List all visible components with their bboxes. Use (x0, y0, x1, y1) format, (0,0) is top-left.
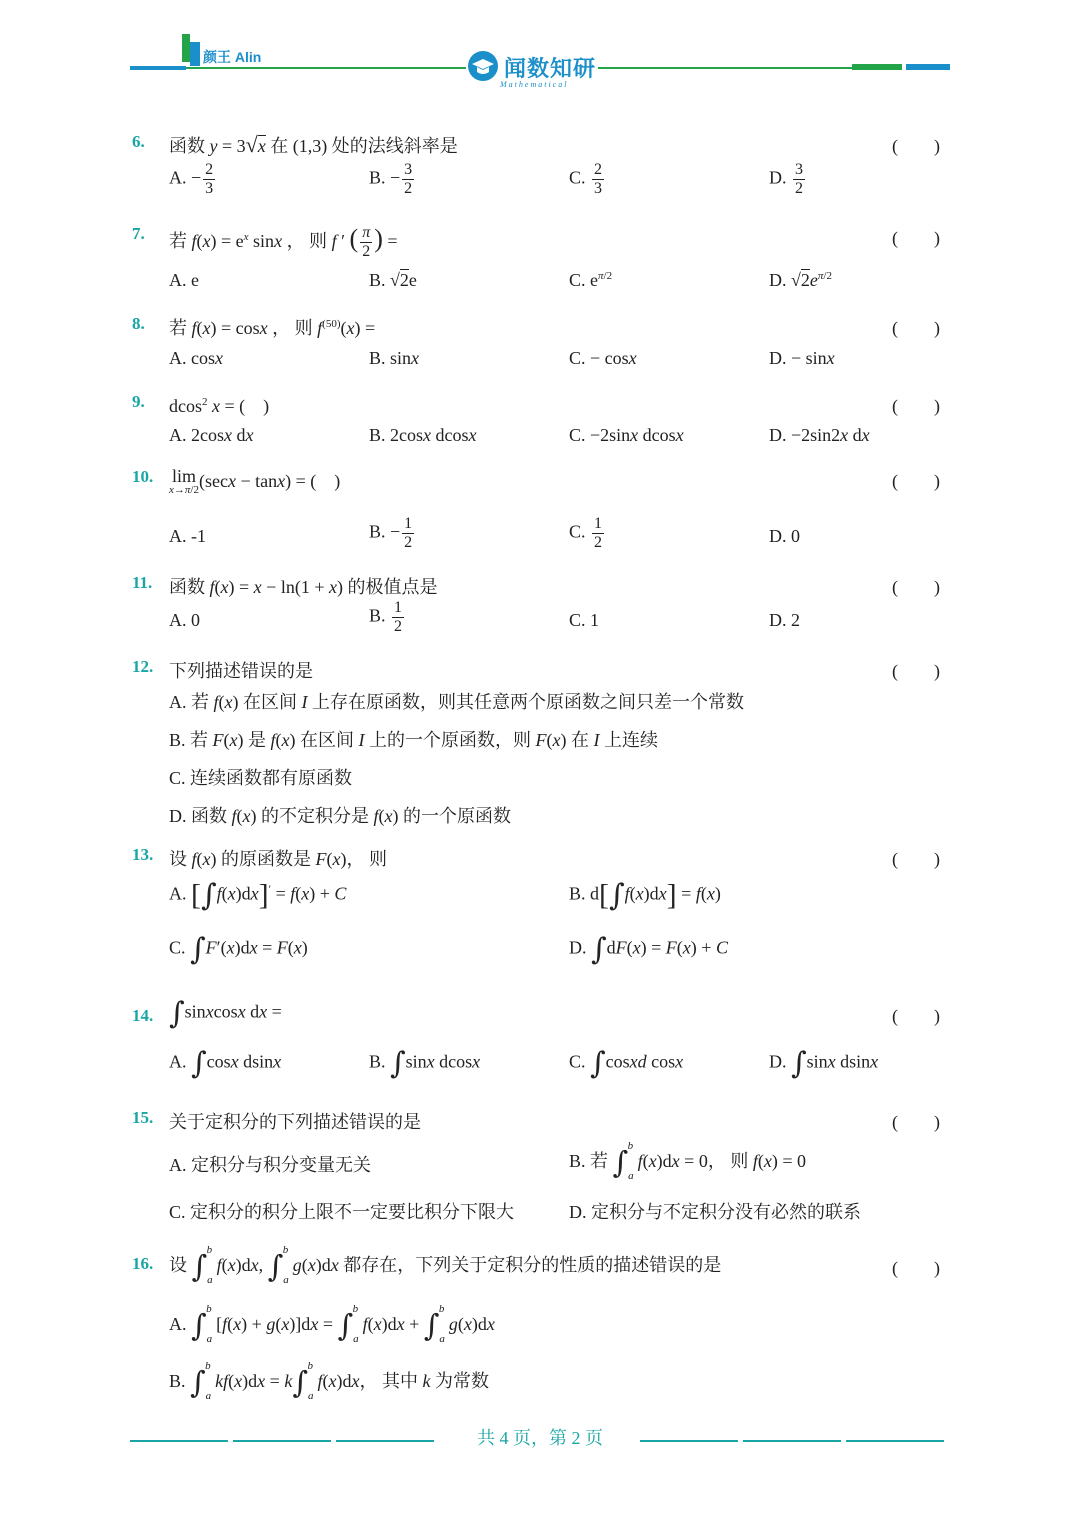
option-c: C. $\frac{2}{3}$ (569, 161, 603, 197)
option-c: C. $e^{\pi/2}$ (569, 270, 613, 290)
page-number: 共 4 页，第 2 页 (477, 1428, 603, 1448)
option-a: A. -1 (169, 526, 206, 546)
option-c: C. 定积分的积分上限不一定要比积分下限大 (169, 1202, 515, 1222)
answer-blank: ( ) (892, 136, 940, 156)
option-a: A. 若 f(x) 在区间 I 上存在原函数，则其任意两个原函数之间只差一个常数 (169, 692, 745, 712)
question-stem: 设 f(x) 的原函数是 F(x)， 则 (169, 849, 388, 869)
answer-blank: ( ) (892, 1258, 940, 1278)
option-b: B. − $\frac{1}{2}$ (369, 515, 413, 551)
option-a: A. 定积分与积分变量无关 (169, 1155, 371, 1175)
question-number: 15. (132, 1108, 154, 1127)
option-b: B. d[∫f(x)dx] = f(x) (569, 878, 721, 913)
logo-icon (182, 34, 202, 68)
option-d: D. 0 (769, 526, 800, 546)
answer-blank: ( ) (892, 577, 940, 597)
logo-text: 颜王 Alin (203, 49, 262, 65)
question-number: 9. (132, 392, 145, 411)
question-stem: lim x→π/2 (secx − tanx) = ( ) (169, 466, 341, 496)
option-c: C. ∫F′(x)dx = F(x) (169, 932, 308, 967)
option-b: B. $\int_a^b$ $kf(x)dx = k\int_a^b$ f(x)dx， 其中 k 为常数 (169, 1360, 489, 1402)
option-b: B. 若 F(x) 是 f(x) 在区间 I 上的一个原函数，则 F(x) 在 I 上连续 (169, 730, 659, 750)
graduation-cap-icon (467, 50, 499, 82)
question-number: 11. (132, 573, 153, 592)
option-a: A. e (169, 270, 199, 290)
option-c: C. $\frac{1}{2}$ (569, 515, 603, 551)
option-d: D. −2sin2x dx (769, 425, 870, 445)
brand-subtitle: Mathematical (500, 80, 569, 89)
option-b: B. √2e (369, 270, 417, 290)
question-number: 8. (132, 314, 145, 333)
option-d: D. $√2e^{\pi/2}$ (769, 270, 832, 290)
question-stem: 函数 y = 3√x 在 (1,3) 处的法线斜率是 (169, 132, 458, 157)
header-line-mid-left (186, 67, 466, 69)
question-stem: 关于定积分的下列描述错误的是 (169, 1112, 421, 1132)
option-c: C. − cosx (569, 348, 637, 368)
option-a: A. $\int_a^b$ $[f(x) + g(x)]dx = \int_a^b$ $f(x)dx + \int_a^b$ g(x)dx (169, 1303, 495, 1345)
question-stem: 下列描述错误的是 (169, 661, 313, 681)
option-a: A. 2cosx dx (169, 425, 254, 445)
question-stem: 若 f(x) = cosx ， 则 $f^{(50)}(x)$ = (169, 318, 376, 338)
option-b: B. $\frac{1}{2}$ (369, 599, 403, 635)
option-c: C. ∫cosxd cosx (569, 1046, 684, 1081)
option-b: B. 若 $\int_a^b$ f(x)dx = 0， 则 f(x) = 0 (569, 1140, 806, 1182)
option-b: B. 2cosx dcosx (369, 425, 477, 445)
answer-blank: ( ) (892, 318, 940, 338)
option-d: D. − sinx (769, 348, 835, 368)
question-number: 16. (132, 1254, 154, 1273)
option-d: D. 定积分与不定积分没有必然的联系 (569, 1202, 861, 1222)
question-stem: dcos$^2$ x = ( ) (169, 396, 270, 416)
option-b: B. sinx (369, 348, 420, 368)
question-number: 10. (132, 467, 154, 486)
option-a: A. − $\frac{2}{3}$ (169, 161, 214, 197)
option-a: A. 0 (169, 610, 200, 630)
option-d: D. ∫sinx dsinx (769, 1046, 879, 1081)
option-a: A. ∫cosx dsinx (169, 1046, 282, 1081)
option-d: D. $\frac{3}{2}$ (769, 161, 803, 197)
option-c: C. −2sinx dcosx (569, 425, 684, 445)
question-stem: 若 $f(x) = e^x$ sinx ， 则 f ′ ( $\frac{\pi}{2}$ ) = (169, 224, 398, 261)
header-line-blue-block (906, 64, 950, 70)
option-d: D. 2 (769, 610, 800, 630)
question-stem: ∫sinxcosx dx = (169, 996, 282, 1031)
brand-name: 闻数知研 (504, 56, 597, 81)
answer-blank: ( ) (892, 471, 940, 491)
option-c: C. 1 (569, 610, 600, 630)
answer-blank: ( ) (892, 228, 940, 248)
answer-blank: ( ) (892, 849, 940, 869)
question-number: 14. (132, 1006, 154, 1025)
header-line-left (130, 66, 186, 70)
option-a: A. cosx (169, 348, 223, 368)
answer-blank: ( ) (892, 1006, 940, 1026)
answer-blank: ( ) (892, 1112, 940, 1132)
option-b: B. ∫sinx dcosx (369, 1046, 481, 1081)
answer-blank: ( ) (892, 661, 940, 681)
option-d: D. ∫dF(x) = F(x) + C (569, 932, 728, 967)
option-b: B. − $\frac{3}{2}$ (369, 161, 413, 197)
question-stem: 设 $\int_a^b$ f(x)dx, $\int_a^b$ g(x)dx 都存在，下列关于定积分的性质的描述错误的是 (169, 1244, 722, 1286)
question-stem: 函数 f(x) = x − ln(1 + x) 的极值点是 (169, 577, 438, 597)
question-number: 7. (132, 224, 145, 243)
question-number: 13. (132, 845, 154, 864)
question-number: 12. (132, 657, 154, 676)
question-number: 6. (132, 132, 145, 151)
answer-blank: ( ) (892, 396, 940, 416)
option-d: D. 函数 f(x) 的不定积分是 f(x) 的一个原函数 (169, 806, 512, 826)
header-line-green-block (852, 64, 902, 70)
option-c: C. 连续函数都有原函数 (169, 768, 353, 788)
option-a: A. [∫f(x)dx]′ = f(x) + C (169, 878, 347, 913)
header-line-mid-right (598, 67, 852, 69)
